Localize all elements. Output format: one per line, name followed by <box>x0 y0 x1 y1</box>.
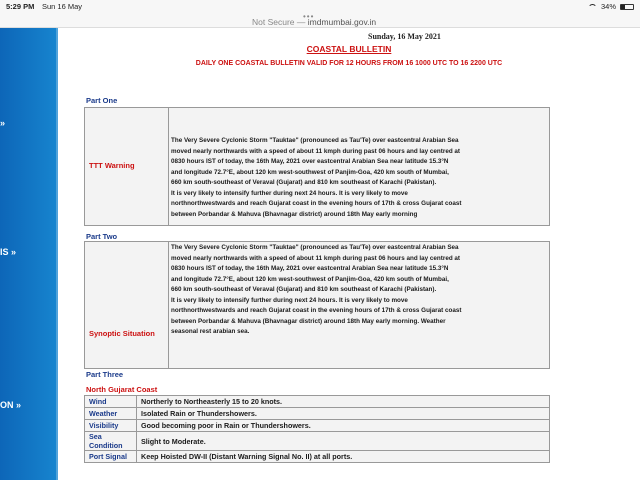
column-divider <box>168 242 169 368</box>
row-key: Sea Condition <box>85 432 137 451</box>
row-value: Isolated Rain or Thundershowers. <box>137 408 550 420</box>
part-one-heading: Part One <box>86 96 118 105</box>
sidebar-link-2[interactable]: IS » <box>0 247 17 257</box>
ttt-warning-box <box>84 107 550 226</box>
status-bar <box>0 0 640 12</box>
text-line: It is very likely to intensify further during next 24 hours. It is very likely to move <box>171 189 408 197</box>
table-row <box>85 451 550 463</box>
ttt-warning-text <box>171 136 461 220</box>
text-line: It is very likely to intensify further during next 24 hours. It is very likely to move <box>171 296 408 304</box>
row-value: Good becoming poor in Rain or Thundershowers. <box>137 420 550 432</box>
security-label: Not Secure <box>252 17 295 27</box>
text-line: and longitude 72.7°E, about 120 km west-southwest of Panjim-Goa, 420 km south of Mumbai, <box>171 168 449 176</box>
text-line: The Very Severe Cyclonic Storm "Tauktae" (pronounced as Tau'Te) over eastcentral Arabian Sea <box>171 137 459 144</box>
status-time: 5:29 PM <box>6 2 35 11</box>
text-line: seasonal rest arabian sea. <box>171 328 250 335</box>
text-line: 0830 hours IST of today, the 16th May, 2021 over eastcentral Arabian Sea near latitude 15.3°N <box>171 265 449 272</box>
address-bar[interactable] <box>0 12 640 28</box>
url-text[interactable] <box>252 17 376 27</box>
table-row <box>85 396 550 408</box>
text-line: moved nearly northwards with a speed of about 11 kmph during past 06 hours and lay centred at <box>171 147 461 155</box>
table-row <box>85 420 550 432</box>
part-three-heading: Part Three <box>86 370 124 379</box>
battery-icon <box>620 4 634 10</box>
row-key: Weather <box>85 408 137 420</box>
text-line: The Very Severe Cyclonic Storm "Tauktae" (pronounced as Tau'Te) over eastcentral Arabian Sea <box>171 244 459 251</box>
text-line: 660 km south-southeast of Veraval (Gujarat) and 810 km southeast of Karachi (Pakistan). <box>171 179 437 186</box>
row-value: Slight to Moderate. <box>137 432 550 451</box>
battery-percent: 34% <box>600 2 616 11</box>
url-separator: — <box>294 17 308 27</box>
tab-dots-icon[interactable]: ••• <box>303 12 315 21</box>
row-key: Wind <box>85 396 137 408</box>
row-value: Northerly to Northeasterly 15 to 20 knots. <box>137 396 550 408</box>
status-date: Sun 16 May <box>42 2 83 11</box>
region-heading: North Gujarat Coast <box>86 385 158 394</box>
sidebar-link-1[interactable]: » <box>0 118 6 128</box>
text-line: between Porbandar & Mahuva (Bhavnagar district) around 18th May early morning <box>171 210 418 218</box>
synoptic-situation-box <box>84 241 550 369</box>
bulletin-subtitle: DAILY ONE COASTAL BULLETIN VALID FOR 12 HOURS FROM 16 1000 UTC TO 16 2200 UTC <box>195 60 503 67</box>
text-line: northnorthwestwards and reach Gujarat coast in the evening hours of 17th & cross Gujarat coast <box>171 307 462 314</box>
bulletin-date: Sunday, 16 May 2021 <box>368 32 441 41</box>
part-two-heading: Part Two <box>86 232 118 241</box>
bulletin-title: COASTAL BULLETIN <box>306 44 392 54</box>
text-line: between Porbandar & Mahuva (Bhavnagar district) around 18th May early morning. Weather <box>171 317 446 325</box>
sidebar-link-3[interactable]: ON » <box>0 400 22 410</box>
text-line: northnorthwestwards and reach Gujarat coast in the evening hours of 17th & cross Gujarat coast <box>171 200 462 207</box>
wifi-icon <box>588 4 597 10</box>
bulletin-page <box>58 28 640 480</box>
status-right <box>588 2 634 11</box>
row-value: Keep Hoisted DW-II (Distant Warning Signal No. II) at all ports. <box>137 451 550 463</box>
text-line: 0830 hours IST of today, the 16th May, 2021 over eastcentral Arabian Sea near latitude 15.3°N <box>171 158 449 165</box>
synoptic-situation-text <box>171 243 461 338</box>
table-row <box>85 408 550 420</box>
url-domain: imdmumbai.gov.in <box>307 17 377 27</box>
ttt-warning-label: TTT Warning <box>89 161 135 170</box>
row-key: Port Signal <box>85 451 137 463</box>
sidebar <box>0 28 58 480</box>
text-line: 660 km south-southeast of Veraval (Gujarat) and 810 km southeast of Karachi (Pakistan). <box>171 286 437 293</box>
table-row <box>85 432 550 451</box>
row-key: Visibility <box>85 420 137 432</box>
text-line: and longitude 72.7°E, about 120 km west-southwest of Panjim-Goa, 420 km south of Mumbai, <box>171 275 449 283</box>
text-line: moved nearly northwards with a speed of about 11 kmph during past 06 hours and lay centred at <box>171 254 461 262</box>
forecast-table <box>84 395 550 463</box>
column-divider <box>168 108 169 225</box>
synoptic-situation-label: Synoptic Situation <box>89 329 155 338</box>
